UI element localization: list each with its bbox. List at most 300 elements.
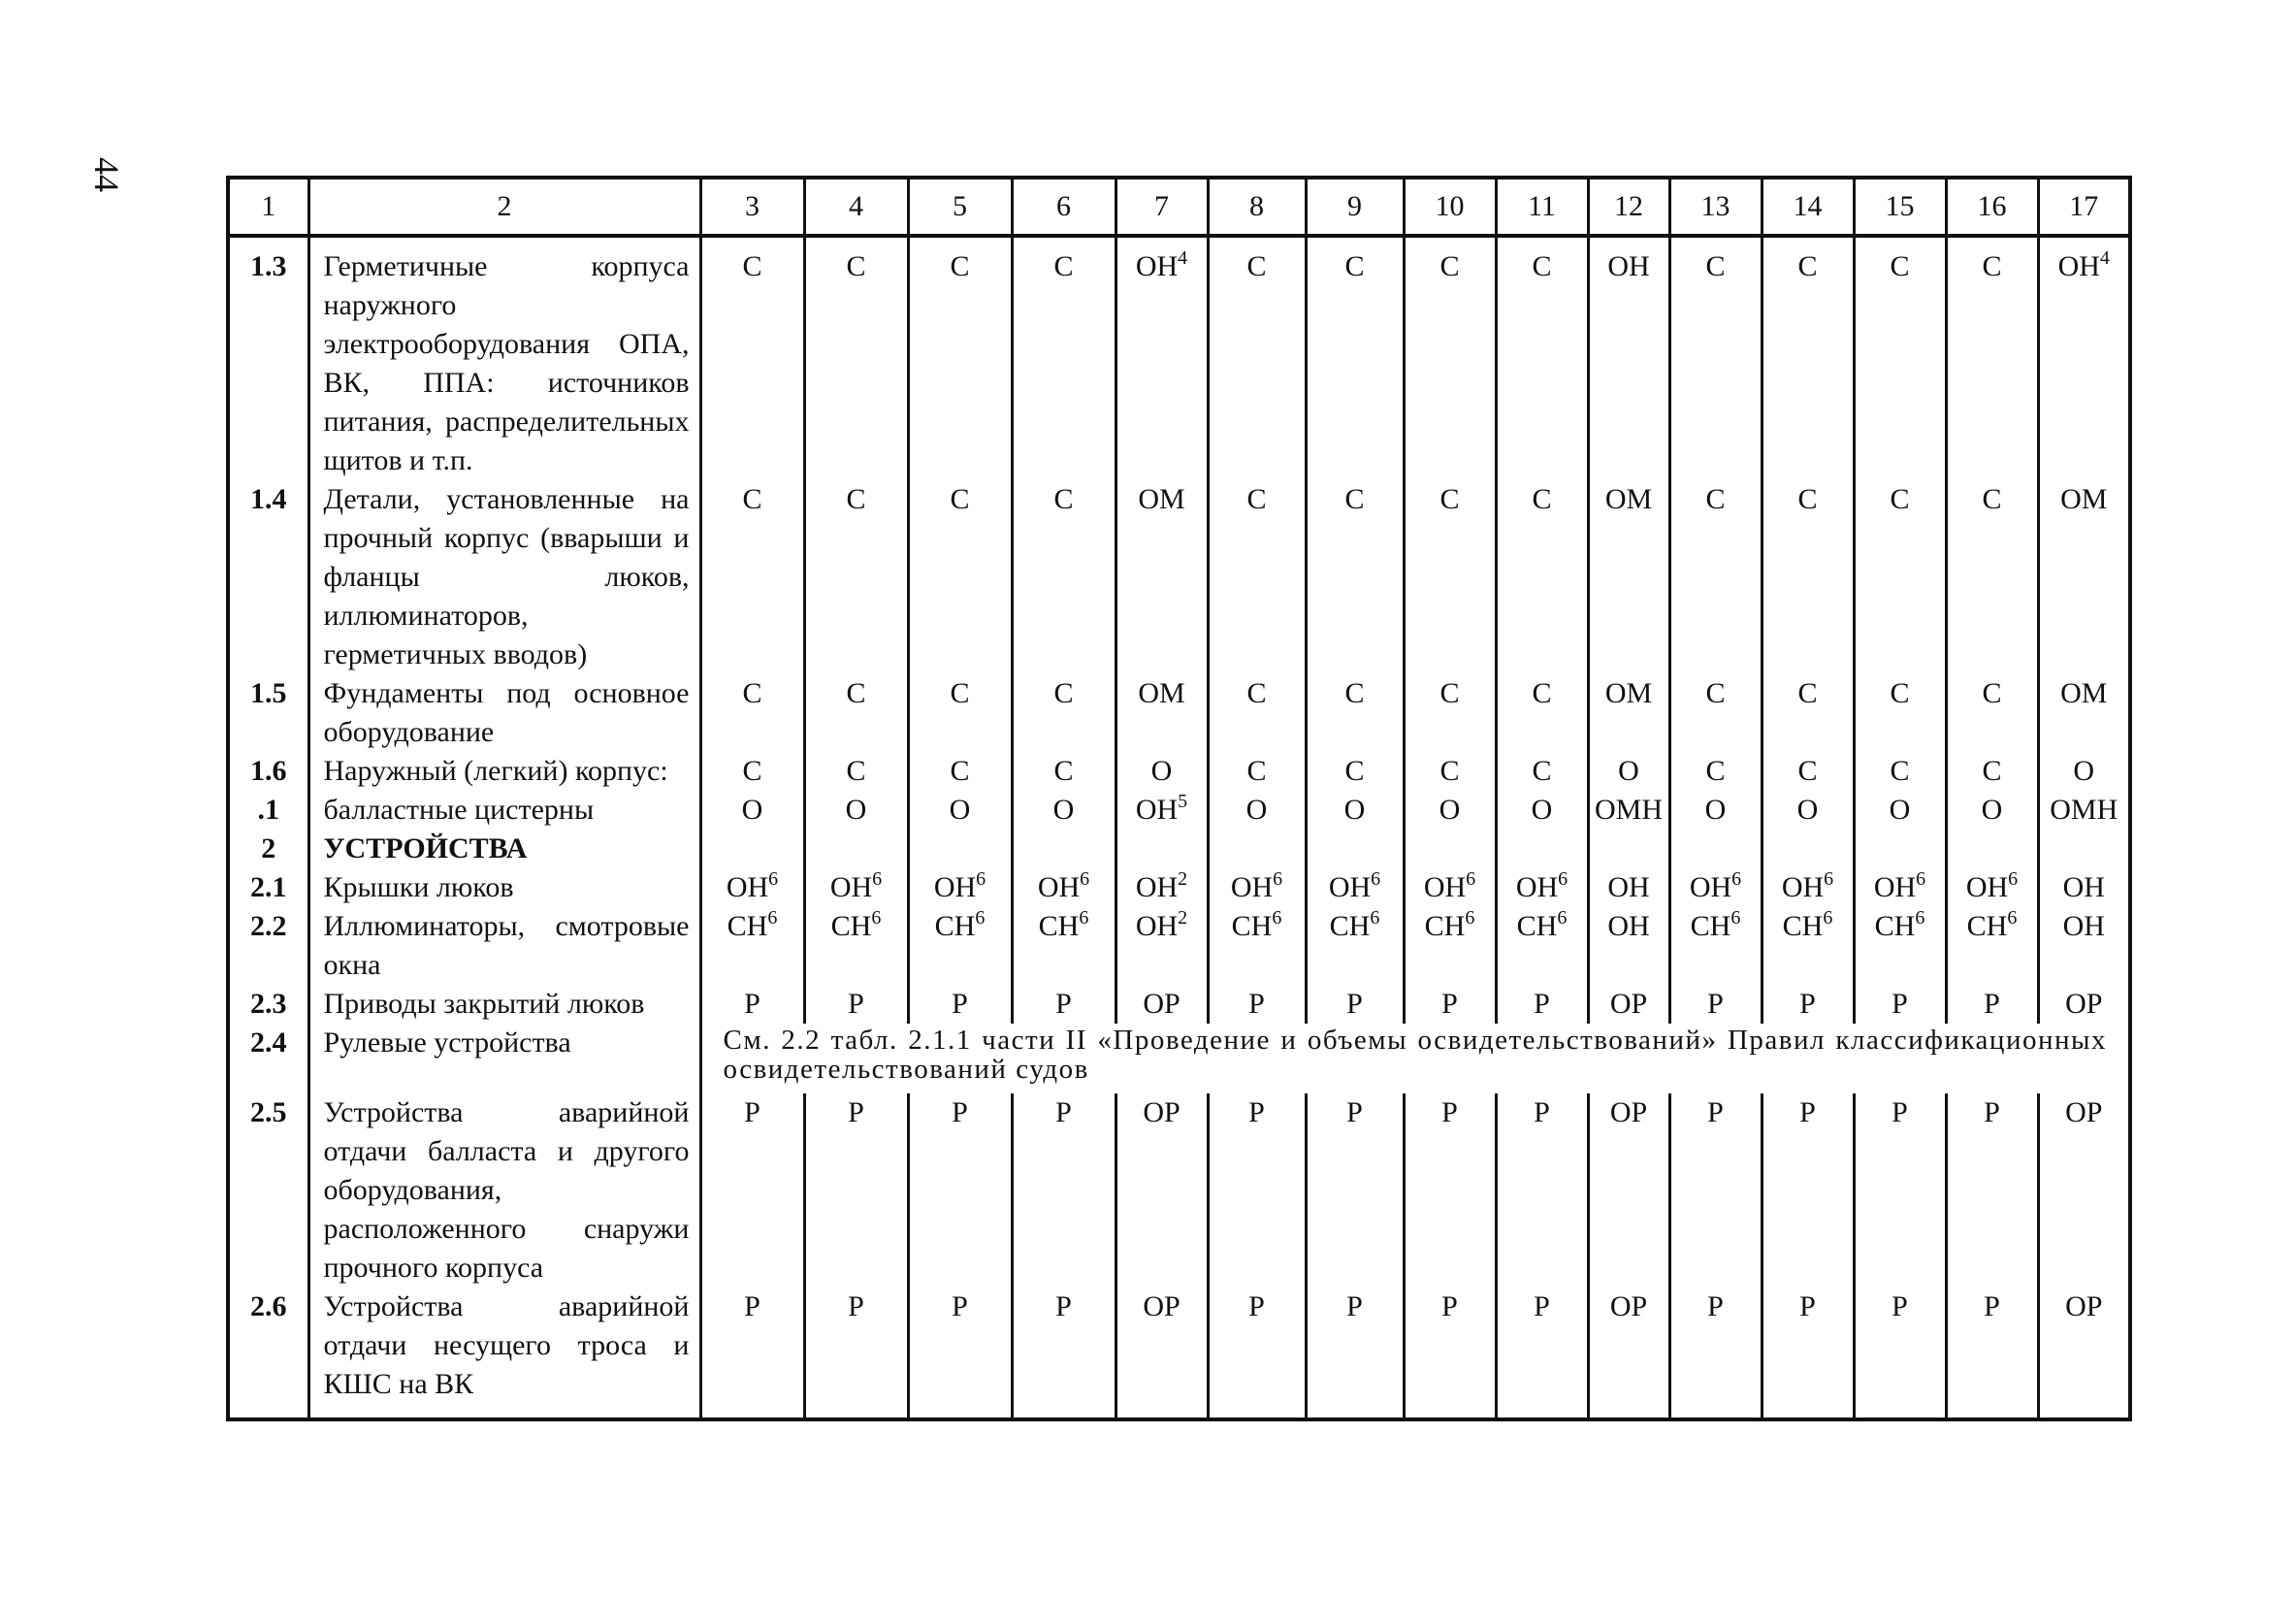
footnote-ref: 6 — [1730, 907, 1741, 929]
survey-code-cell — [1012, 236, 1116, 480]
survey-code-cell — [1669, 830, 1762, 868]
survey-code: С — [1053, 677, 1074, 709]
survey-code: ОР — [1143, 988, 1180, 1020]
footnote-ref: 6 — [2008, 868, 2019, 890]
survey-code-cell — [804, 480, 908, 674]
survey-code-cell — [1854, 1093, 1946, 1287]
survey-code: С — [1797, 483, 1818, 515]
survey-code: С — [1344, 755, 1365, 787]
survey-code: Р — [1707, 988, 1724, 1020]
survey-code-cell — [1588, 907, 1669, 985]
survey-code: Р — [1441, 988, 1458, 1020]
table-row — [228, 791, 2130, 830]
survey-code-cell — [1588, 985, 1669, 1024]
survey-code-cell — [1496, 1287, 1588, 1419]
survey-code: С — [1246, 677, 1267, 709]
survey-code: С — [1246, 250, 1267, 282]
survey-code: Р — [744, 1290, 760, 1322]
column-header: 5 — [908, 178, 1012, 236]
survey-code: ОР — [1609, 1290, 1648, 1322]
survey-code-cell — [700, 480, 804, 674]
survey-code: С — [950, 755, 970, 787]
survey-code: О — [1531, 794, 1553, 826]
survey-code-cell — [2038, 674, 2130, 752]
survey-code: $ОН^6$ — [1515, 868, 1568, 903]
survey-code: Р — [1534, 1096, 1550, 1128]
column-header: 17 — [2038, 178, 2130, 236]
survey-code-cell — [1946, 907, 2038, 985]
survey-code-cell — [1588, 791, 1669, 830]
survey-code: С — [950, 483, 970, 515]
survey-code-cell — [1946, 1287, 2038, 1419]
survey-code-cell — [1012, 791, 1116, 830]
survey-code: ОР — [1143, 1290, 1180, 1322]
survey-code: Р — [744, 988, 760, 1020]
survey-code: С — [1982, 483, 2002, 515]
survey-code-cell — [1946, 1093, 2038, 1287]
survey-code: Р — [1707, 1290, 1724, 1322]
survey-code-cell — [908, 985, 1012, 1024]
survey-code: ОМ — [2060, 677, 2108, 709]
survey-code-cell — [1854, 1287, 1946, 1419]
survey-code: Р — [1892, 988, 1908, 1020]
survey-code-cell — [1946, 752, 2038, 791]
survey-code: С — [1246, 483, 1267, 515]
survey-code: ОМ — [1604, 483, 1653, 515]
survey-code: О — [845, 794, 867, 826]
survey-code: О — [741, 794, 763, 826]
survey-code-cell — [1404, 1093, 1496, 1287]
item-name: Приводы закрытий люков — [308, 985, 700, 1024]
survey-code: $ОН^6$ — [1965, 868, 2019, 903]
survey-code: $ОН^6$ — [1328, 868, 1381, 903]
survey-code: С — [846, 677, 866, 709]
survey-code: $СН^6$ — [830, 907, 882, 942]
survey-code-cell — [1496, 674, 1588, 752]
survey-code-cell — [2038, 830, 2130, 868]
survey-code: ОН — [1607, 871, 1650, 903]
survey-code-cell — [1588, 674, 1669, 752]
footnote-ref: 6 — [1915, 907, 1925, 929]
survey-code-cell — [1306, 674, 1404, 752]
survey-code: $СН^6$ — [727, 907, 778, 942]
survey-code: Р — [1055, 988, 1072, 1020]
footnote-ref: 6 — [1824, 868, 1834, 890]
survey-code-cell — [908, 480, 1012, 674]
survey-code-cell — [1306, 868, 1404, 907]
survey-code-cell — [1588, 1093, 1669, 1287]
survey-code-cell — [1496, 830, 1588, 868]
survey-code: О — [1889, 794, 1911, 826]
footnote-ref: 5 — [1178, 791, 1188, 812]
footnote-ref: 6 — [871, 907, 882, 929]
survey-code-cell — [1306, 1093, 1404, 1287]
footnote-ref: 6 — [1466, 868, 1476, 890]
survey-code: ОН — [1607, 910, 1650, 942]
survey-code-cell — [1208, 1287, 1306, 1419]
survey-code: О — [1052, 794, 1075, 826]
survey-code-cell — [1496, 480, 1588, 674]
survey-code: С — [1439, 755, 1460, 787]
survey-code-cell — [1012, 830, 1116, 868]
survey-code: Р — [744, 1096, 760, 1128]
section-heading: УСТРОЙСТВА — [308, 830, 700, 868]
item-number: 2.4 — [228, 1024, 308, 1093]
survey-code-cell — [1669, 985, 1762, 1024]
survey-code: С — [846, 483, 866, 515]
survey-code: С — [1890, 483, 1910, 515]
survey-code: $ОН^6$ — [1423, 868, 1476, 903]
footnote-ref: 6 — [975, 907, 986, 929]
survey-code-cell — [1762, 236, 1854, 480]
survey-code-cell — [1208, 752, 1306, 791]
survey-code: ОР — [2065, 988, 2103, 1020]
column-header: 1 — [228, 178, 308, 236]
survey-code: О — [1439, 794, 1461, 826]
column-header: 12 — [1588, 178, 1669, 236]
item-number: 2 — [228, 830, 308, 868]
survey-code: ОМ — [1138, 677, 1185, 709]
survey-code-cell — [1012, 985, 1116, 1024]
footnote-ref: 6 — [1558, 868, 1568, 890]
table-row — [228, 236, 2130, 480]
item-name: Наружный (легкий) корпус: — [308, 752, 700, 791]
survey-code-cell — [1496, 791, 1588, 830]
survey-code-cell — [1306, 1287, 1404, 1419]
survey-code-cell — [1012, 480, 1116, 674]
survey-code: $ОН^6$ — [829, 868, 883, 903]
survey-code: С — [1532, 755, 1552, 787]
survey-code-cell — [1208, 791, 1306, 830]
survey-code: Р — [1799, 1290, 1816, 1322]
survey-code: Р — [952, 1096, 968, 1128]
survey-code: С — [1890, 250, 1910, 282]
survey-code-cell — [1762, 752, 1854, 791]
survey-code-cell — [1404, 868, 1496, 907]
survey-code-cell — [1854, 480, 1946, 674]
survey-code-cell — [1762, 480, 1854, 674]
item-number: .1 — [228, 791, 308, 830]
table-row — [228, 1093, 2130, 1287]
survey-code-cell — [1496, 236, 1588, 480]
footnote-ref: 6 — [2007, 907, 2018, 929]
column-header: 7 — [1116, 178, 1208, 236]
item-name: Фундаменты под основное оборудование — [308, 674, 700, 752]
survey-table — [226, 176, 2132, 1421]
survey-code-cell — [1762, 1093, 1854, 1287]
survey-code-cell — [1208, 236, 1306, 480]
survey-code-cell — [1208, 907, 1306, 985]
survey-code-cell — [908, 791, 1012, 830]
survey-code: С — [950, 677, 970, 709]
survey-code-cell — [1208, 480, 1306, 674]
survey-code-cell — [1208, 1093, 1306, 1287]
survey-code: Р — [1984, 1290, 2000, 1322]
survey-code: С — [1532, 483, 1552, 515]
footnote-ref: 2 — [1178, 868, 1188, 890]
survey-code-cell — [1669, 674, 1762, 752]
survey-code: С — [846, 250, 866, 282]
footnote-ref: 4 — [2099, 247, 2110, 269]
survey-code-cell — [1588, 830, 1669, 868]
survey-code-cell — [1854, 236, 1946, 480]
survey-code-cell — [1669, 1287, 1762, 1419]
survey-code-cell — [700, 830, 804, 868]
item-name: Иллюминаторы, смотровые окна — [308, 907, 700, 985]
survey-code: О — [1704, 794, 1727, 826]
survey-code-cell — [1669, 1093, 1762, 1287]
survey-code-cell — [1306, 480, 1404, 674]
survey-code: Р — [1346, 1290, 1363, 1322]
survey-code-cell — [1854, 907, 1946, 985]
footnote-ref: 6 — [1557, 907, 1568, 929]
survey-code-cell — [1854, 791, 1946, 830]
survey-code-cell — [1306, 791, 1404, 830]
survey-code: Р — [1055, 1096, 1072, 1128]
survey-code-cell — [1208, 674, 1306, 752]
table-row — [228, 674, 2130, 752]
survey-code-cell — [1404, 791, 1496, 830]
survey-code-cell — [1588, 868, 1669, 907]
footnote-ref: 2 — [1178, 907, 1188, 929]
survey-code: ОМН — [2050, 794, 2118, 826]
survey-code-cell — [1588, 1287, 1669, 1419]
survey-code-cell — [2038, 868, 2130, 907]
survey-code: $ОН^6$ — [1689, 868, 1742, 903]
survey-code-cell — [908, 236, 1012, 480]
survey-code-cell — [804, 907, 908, 985]
survey-code: О — [1245, 794, 1268, 826]
survey-code-cell — [1496, 1093, 1588, 1287]
footnote-ref: 6 — [1731, 868, 1742, 890]
survey-code: ОМН — [1594, 794, 1663, 826]
item-name: Детали, установленные на прочный корпус (вварыши и фланцы люков, иллюминаторов, герметичных вводов) — [308, 480, 700, 674]
survey-code-cell — [1404, 236, 1496, 480]
survey-code: С — [1439, 677, 1460, 709]
survey-code: $СН^6$ — [1038, 907, 1089, 942]
column-header: 15 — [1854, 178, 1946, 236]
survey-code: О — [1343, 794, 1366, 826]
survey-code-cell — [1762, 1287, 1854, 1419]
survey-code: $ОН^6$ — [726, 868, 779, 903]
survey-code-cell — [1669, 752, 1762, 791]
table-row — [228, 907, 2130, 985]
item-number: 2.2 — [228, 907, 308, 985]
survey-code: ОР — [2065, 1096, 2103, 1128]
table-row — [228, 1287, 2130, 1419]
survey-code-cell — [1946, 236, 2038, 480]
survey-code-cell — [1306, 830, 1404, 868]
survey-code: С — [1982, 755, 2002, 787]
survey-code: С — [1797, 250, 1818, 282]
footnote-ref: 6 — [1465, 907, 1475, 929]
survey-code: С — [1982, 677, 2002, 709]
survey-code-cell — [1012, 1287, 1116, 1419]
survey-code: ОР — [2065, 1290, 2103, 1322]
survey-code-cell — [1012, 1093, 1116, 1287]
footnote-ref: 6 — [1916, 868, 1926, 890]
survey-code-cell — [804, 236, 908, 480]
survey-code-cell — [1854, 868, 1946, 907]
footnote-ref: 6 — [1823, 907, 1833, 929]
survey-code: $ОН^6$ — [1037, 868, 1090, 903]
survey-code-cell — [804, 830, 908, 868]
survey-code: С — [1344, 250, 1365, 282]
survey-code-cell — [908, 1287, 1012, 1419]
survey-code: С — [1439, 250, 1460, 282]
column-header: 6 — [1012, 178, 1116, 236]
item-name: Герметичные корпуса наружного электрооборудования ОПА, ВК, ППА: источников питания, распределительных щитов и т.п. — [308, 236, 700, 480]
column-header: 2 — [308, 178, 700, 236]
survey-code-cell — [804, 1287, 908, 1419]
item-number: 1.3 — [228, 236, 308, 480]
survey-code: С — [1890, 677, 1910, 709]
survey-code: Р — [1534, 988, 1550, 1020]
survey-code-cell — [804, 674, 908, 752]
survey-code: $ОН^4$ — [1135, 247, 1188, 282]
survey-code-cell — [700, 907, 804, 985]
survey-code: С — [1439, 483, 1460, 515]
item-number: 1.4 — [228, 480, 308, 674]
survey-code-cell — [1116, 1093, 1208, 1287]
survey-code: О — [1981, 794, 2003, 826]
survey-code: Р — [1441, 1096, 1458, 1128]
survey-code: С — [1890, 755, 1910, 787]
survey-code: С — [1053, 250, 1074, 282]
survey-code: ОН — [2062, 871, 2105, 903]
survey-code-cell — [1669, 236, 1762, 480]
survey-code: С — [1532, 250, 1552, 282]
item-name: балластные цистерны — [308, 791, 700, 830]
survey-code-cell — [700, 791, 804, 830]
survey-code-cell — [1012, 752, 1116, 791]
table-row — [228, 985, 2130, 1024]
survey-code: Р — [1799, 1096, 1816, 1128]
survey-code-cell — [2038, 480, 2130, 674]
survey-code-cell — [700, 236, 804, 480]
survey-code-cell — [1762, 985, 1854, 1024]
survey-code-cell — [1116, 791, 1208, 830]
column-header: 8 — [1208, 178, 1306, 236]
survey-code: Р — [848, 1096, 864, 1128]
footnote-ref: 6 — [1079, 907, 1089, 929]
survey-code-cell — [908, 907, 1012, 985]
survey-code-cell — [908, 674, 1012, 752]
survey-code-cell — [804, 985, 908, 1024]
survey-code-cell — [2038, 985, 2130, 1024]
survey-code: О — [949, 794, 971, 826]
survey-code-cell — [700, 1287, 804, 1419]
survey-code: Р — [1055, 1290, 1072, 1322]
column-header: 14 — [1762, 178, 1854, 236]
survey-code-cell — [1588, 480, 1669, 674]
survey-code: С — [1053, 483, 1074, 515]
survey-code-cell — [1854, 674, 1946, 752]
survey-code: С — [1344, 483, 1365, 515]
survey-code: $ОН^5$ — [1135, 791, 1188, 826]
survey-code-cell — [700, 752, 804, 791]
survey-code-cell — [1762, 791, 1854, 830]
reference-note: См. 2.2 табл. 2.1.1 части II «Проведение и объемы освидетельствований» Правил классификационных освидетельствований судов — [700, 1024, 2130, 1093]
survey-code-cell — [2038, 752, 2130, 791]
survey-code: С — [742, 483, 762, 515]
survey-code-cell — [700, 674, 804, 752]
survey-code-cell — [1946, 791, 2038, 830]
survey-code: С — [1053, 755, 1074, 787]
footnote-ref: 6 — [1371, 868, 1381, 890]
footnote-ref: 6 — [1370, 907, 1380, 929]
survey-code-cell — [1404, 985, 1496, 1024]
item-number: 2.6 — [228, 1287, 308, 1419]
table-body — [228, 236, 2130, 1419]
survey-code: Р — [1707, 1096, 1724, 1128]
survey-code-cell — [1669, 480, 1762, 674]
survey-code-cell — [1012, 868, 1116, 907]
footnote-ref: 6 — [1273, 868, 1283, 890]
footnote-ref: 6 — [1080, 868, 1090, 890]
survey-code-cell — [1306, 752, 1404, 791]
survey-code: $СН^6$ — [1329, 907, 1380, 942]
footnote-ref: 4 — [1178, 247, 1188, 269]
survey-code-cell — [804, 791, 908, 830]
survey-code: С — [950, 250, 970, 282]
survey-code: С — [1982, 250, 2002, 282]
survey-code-cell — [804, 752, 908, 791]
survey-code-cell — [1496, 907, 1588, 985]
survey-code: Р — [1248, 988, 1265, 1020]
survey-code: Р — [952, 988, 968, 1020]
survey-code-cell — [1496, 752, 1588, 791]
item-name: Устройства аварийной отдачи несущего троса и КШС на ВК — [308, 1287, 700, 1419]
survey-code-cell — [1496, 868, 1588, 907]
survey-code-cell — [1588, 752, 1669, 791]
survey-code: $ОН^2$ — [1135, 868, 1188, 903]
survey-code: Р — [848, 1290, 864, 1322]
column-header: 3 — [700, 178, 804, 236]
survey-code-cell — [1854, 752, 1946, 791]
survey-code-cell — [1762, 674, 1854, 752]
survey-code-cell — [1306, 985, 1404, 1024]
survey-code-cell — [2038, 791, 2130, 830]
survey-code-cell — [1116, 907, 1208, 985]
survey-code-cell — [908, 868, 1012, 907]
survey-code: О — [2073, 755, 2095, 787]
survey-code-cell — [1404, 1287, 1496, 1419]
survey-code-cell — [1588, 236, 1669, 480]
survey-code-cell — [804, 1093, 908, 1287]
survey-code: С — [1344, 677, 1365, 709]
survey-code: О — [1618, 755, 1639, 787]
table-row — [228, 480, 2130, 674]
survey-code: ОН — [1607, 250, 1650, 282]
table-row — [228, 868, 2130, 907]
footnote-ref: 6 — [768, 868, 779, 890]
survey-code: $ОН^6$ — [1230, 868, 1283, 903]
survey-code-cell — [908, 830, 1012, 868]
survey-code: С — [1246, 755, 1267, 787]
survey-code: $СН^6$ — [1782, 907, 1833, 942]
survey-code: С — [1797, 755, 1818, 787]
survey-code-cell — [1946, 674, 2038, 752]
table-row — [228, 1024, 2130, 1093]
survey-code: ОН — [2062, 910, 2105, 942]
survey-code-cell — [1012, 907, 1116, 985]
survey-code-cell — [1404, 830, 1496, 868]
survey-code: $СН^6$ — [1874, 907, 1925, 942]
survey-code-cell — [1116, 674, 1208, 752]
survey-code: $СН^6$ — [1690, 907, 1741, 942]
survey-code-cell — [700, 868, 804, 907]
